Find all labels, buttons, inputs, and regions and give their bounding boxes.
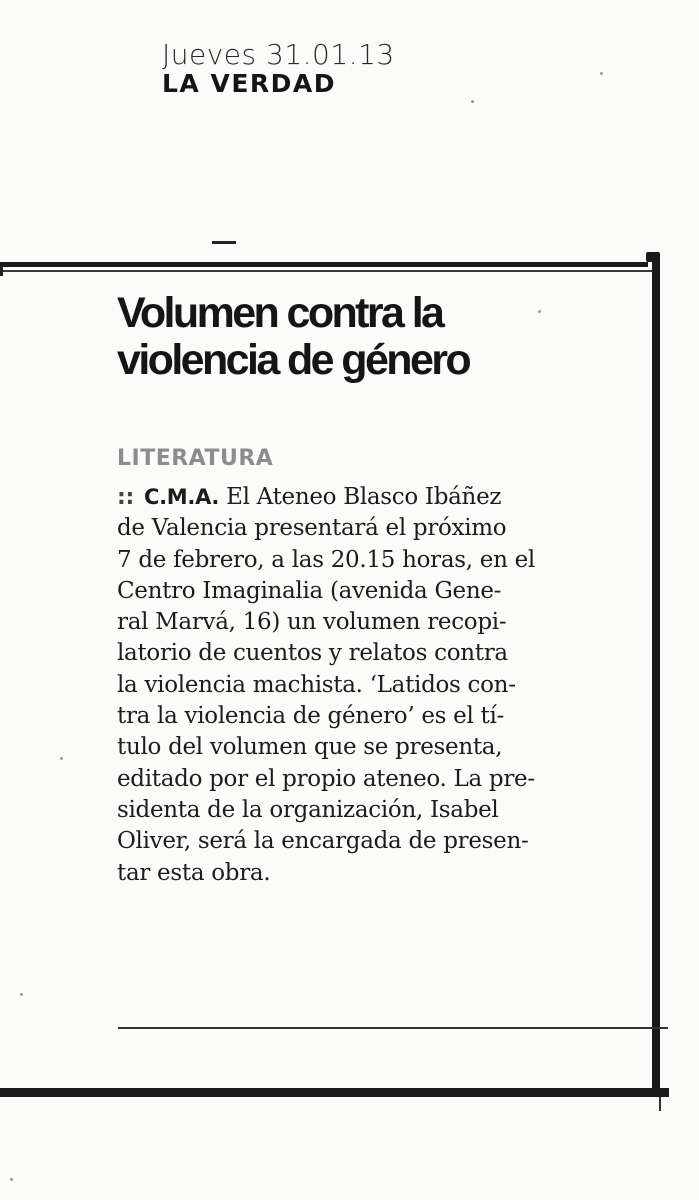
article-body xyxy=(117,482,637,889)
body-line: tulo del volumen que se presenta, xyxy=(117,734,503,761)
body-line: tra la violencia de género’ es el tí- xyxy=(117,703,505,730)
headline-line: Volumen contra la xyxy=(117,289,443,337)
article-end-rule xyxy=(118,1027,668,1029)
body-line: tar esta obra. xyxy=(117,859,271,886)
scan-speck xyxy=(600,72,603,75)
scan-speck xyxy=(471,100,474,103)
body-line: Centro Imaginalia (avenida Gene- xyxy=(117,577,502,604)
article-headline xyxy=(117,290,647,384)
article-frame-bottom xyxy=(0,1088,669,1097)
body-line: la violencia machista. ‘Latidos con- xyxy=(117,671,516,698)
publication-date: Jueves 31.01.13 xyxy=(162,38,395,71)
divider-dash xyxy=(212,241,236,244)
body-line: Oliver, será la encargada de presen- xyxy=(117,828,529,855)
body-line xyxy=(117,482,637,513)
scan-speck xyxy=(20,993,23,996)
newspaper-name: LA VERDAD xyxy=(162,69,337,98)
article-frame-top-inner xyxy=(0,270,655,272)
body-line: editado por el propio ateneo. La pre- xyxy=(117,765,535,792)
bullet-dots-icon: :: xyxy=(117,485,134,510)
body-line-text: El Ateneo Blasco Ibáñez xyxy=(226,484,502,510)
headline-line: violencia de género xyxy=(117,336,470,384)
body-line: ral Marvá, 16) un volumen recopi- xyxy=(117,609,507,636)
article-frame-left-stub xyxy=(0,266,3,276)
scan-speck xyxy=(10,1178,13,1181)
body-line: 7 de febrero, a las 20.15 horas, en el xyxy=(117,546,535,573)
scan-speck xyxy=(60,757,63,760)
article-frame-tail xyxy=(659,1097,661,1111)
article-frame-top xyxy=(0,262,648,267)
masthead xyxy=(162,40,395,98)
body-line: de Valencia presentará el próximo xyxy=(117,515,507,542)
article-frame-right xyxy=(652,254,660,1096)
byline: C.M.A. xyxy=(144,485,220,509)
body-line: latorio de cuentos y relatos contra xyxy=(117,640,508,667)
section-label: LITERATURA xyxy=(117,446,274,471)
body-line: sidenta de la organización, Isabel xyxy=(117,796,499,823)
